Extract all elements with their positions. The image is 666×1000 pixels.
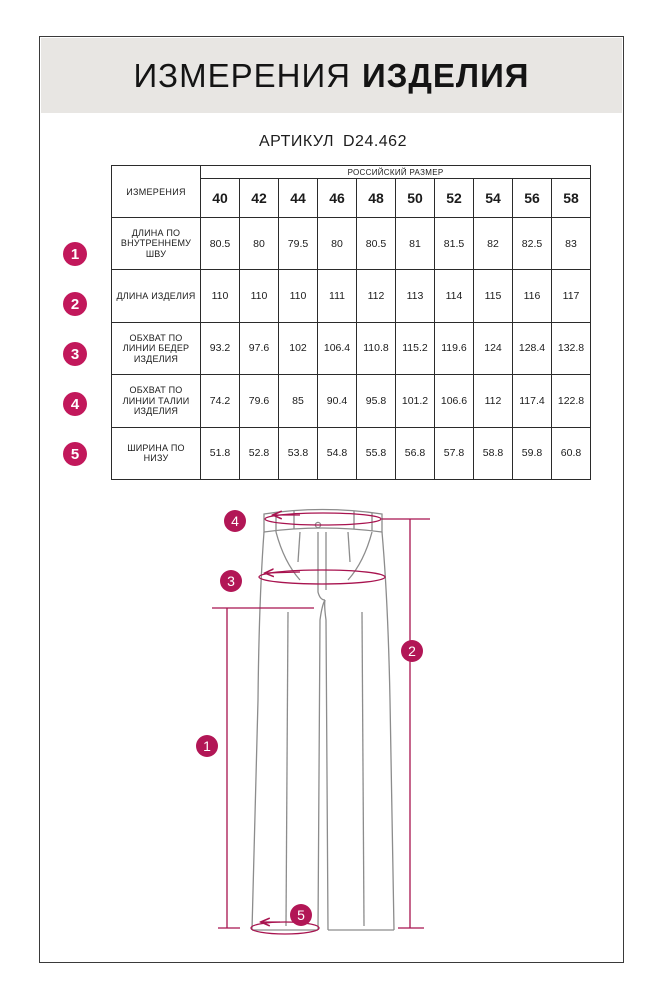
table-cell: 60.8 bbox=[552, 427, 591, 479]
diagram-label-waist: 4 bbox=[224, 510, 246, 532]
table-cell: 83 bbox=[552, 218, 591, 270]
size-header: 40 bbox=[201, 179, 240, 218]
table-cell: 85 bbox=[279, 375, 318, 427]
row-label-line: ОБХВАТ ПО bbox=[129, 332, 183, 343]
table-cell: 74.2 bbox=[201, 375, 240, 427]
row-label-line: ЛИНИИ БЕДЕР bbox=[122, 343, 190, 354]
title-bold: ИЗДЕЛИЯ bbox=[362, 56, 530, 94]
table-cell: 112 bbox=[474, 375, 513, 427]
row-label-line: ДЛИНА ИЗДЕЛИЯ bbox=[116, 290, 196, 301]
size-header: 48 bbox=[357, 179, 396, 218]
table-cell: 59.8 bbox=[513, 427, 552, 479]
table-cell: 117 bbox=[552, 270, 591, 322]
table-cell: 117.4 bbox=[513, 375, 552, 427]
table-cell: 116 bbox=[513, 270, 552, 322]
size-header: 46 bbox=[318, 179, 357, 218]
table-cell: 90.4 bbox=[318, 375, 357, 427]
table-cell: 81.5 bbox=[435, 218, 474, 270]
table-cell: 80.5 bbox=[357, 218, 396, 270]
table-cell: 128.4 bbox=[513, 322, 552, 374]
table-cell: 110.8 bbox=[357, 322, 396, 374]
table-cell: 101.2 bbox=[396, 375, 435, 427]
row-number-badge: 4 bbox=[63, 392, 87, 416]
table-cell: 80 bbox=[240, 218, 279, 270]
row-label-line: ШИРИНА ПО bbox=[127, 442, 185, 453]
table-cell: 81 bbox=[396, 218, 435, 270]
header-measurements: ИЗМЕРЕНИЯ bbox=[112, 166, 201, 218]
table-cell: 82.5 bbox=[513, 218, 552, 270]
table-cell: 124 bbox=[474, 322, 513, 374]
table-cell: 51.8 bbox=[201, 427, 240, 479]
size-header: 42 bbox=[240, 179, 279, 218]
row-number-badge: 1 bbox=[63, 242, 87, 266]
header-size-group: РОССИЙСКИЙ РАЗМЕР bbox=[201, 166, 591, 179]
table-cell: 132.8 bbox=[552, 322, 591, 374]
article-code: D24.462 bbox=[342, 133, 407, 150]
row-label-line: ДЛИНА ПО bbox=[131, 227, 181, 238]
table-cell: 55.8 bbox=[357, 427, 396, 479]
table-cell: 106.6 bbox=[435, 375, 474, 427]
row-label-line: ОБХВАТ ПО bbox=[129, 385, 183, 396]
diagram-label-outseam: 2 bbox=[401, 640, 423, 662]
table-cell: 82 bbox=[474, 218, 513, 270]
row-label-line: ШВУ bbox=[145, 248, 167, 259]
size-header: 58 bbox=[552, 179, 591, 218]
table-cell: 113 bbox=[396, 270, 435, 322]
table-cell: 112 bbox=[357, 270, 396, 322]
row-label-line: ЛИНИИ ТАЛИИ bbox=[122, 395, 190, 406]
table-cell: 110 bbox=[201, 270, 240, 322]
diagram-label-inseam: 1 bbox=[196, 735, 218, 757]
table-cell: 114 bbox=[435, 270, 474, 322]
size-header: 44 bbox=[279, 179, 318, 218]
row-label-line: ИЗДЕЛИЯ bbox=[133, 406, 179, 417]
row-label-line: НИЗУ bbox=[143, 453, 169, 464]
table-cell: 52.8 bbox=[240, 427, 279, 479]
table-cell: 58.8 bbox=[474, 427, 513, 479]
table-cell: 106.4 bbox=[318, 322, 357, 374]
table-cell: 53.8 bbox=[279, 427, 318, 479]
row-number-badge: 3 bbox=[63, 342, 87, 366]
row-label-line: ВНУТРЕННЕМУ bbox=[120, 238, 192, 249]
table-cell: 115.2 bbox=[396, 322, 435, 374]
title-light: ИЗМЕРЕНИЯ bbox=[133, 56, 352, 94]
table-cell: 93.2 bbox=[201, 322, 240, 374]
table-cell: 57.8 bbox=[435, 427, 474, 479]
size-header: 56 bbox=[513, 179, 552, 218]
diagram-label-hips: 3 bbox=[220, 570, 242, 592]
table-cell: 56.8 bbox=[396, 427, 435, 479]
article-label: АРТИКУЛ bbox=[259, 133, 335, 150]
table-cell: 119.6 bbox=[435, 322, 474, 374]
row-number-badge: 2 bbox=[63, 292, 87, 316]
table-cell: 115 bbox=[474, 270, 513, 322]
table-cell: 97.6 bbox=[240, 322, 279, 374]
size-header: 50 bbox=[396, 179, 435, 218]
table-cell: 122.8 bbox=[552, 375, 591, 427]
table-cell: 102 bbox=[279, 322, 318, 374]
table-cell: 111 bbox=[318, 270, 357, 322]
table-cell: 80 bbox=[318, 218, 357, 270]
row-number-badge: 5 bbox=[63, 442, 87, 466]
diagram-label-hem: 5 bbox=[290, 904, 312, 926]
size-header: 52 bbox=[435, 179, 474, 218]
table-cell: 110 bbox=[279, 270, 318, 322]
row-label-line: ИЗДЕЛИЯ bbox=[133, 353, 179, 364]
measurement-lines bbox=[212, 513, 430, 934]
size-header: 54 bbox=[474, 179, 513, 218]
table-cell: 54.8 bbox=[318, 427, 357, 479]
table-cell: 79.6 bbox=[240, 375, 279, 427]
table-cell: 110 bbox=[240, 270, 279, 322]
table-cell: 95.8 bbox=[357, 375, 396, 427]
table-cell: 80.5 bbox=[201, 218, 240, 270]
table-cell: 79.5 bbox=[279, 218, 318, 270]
